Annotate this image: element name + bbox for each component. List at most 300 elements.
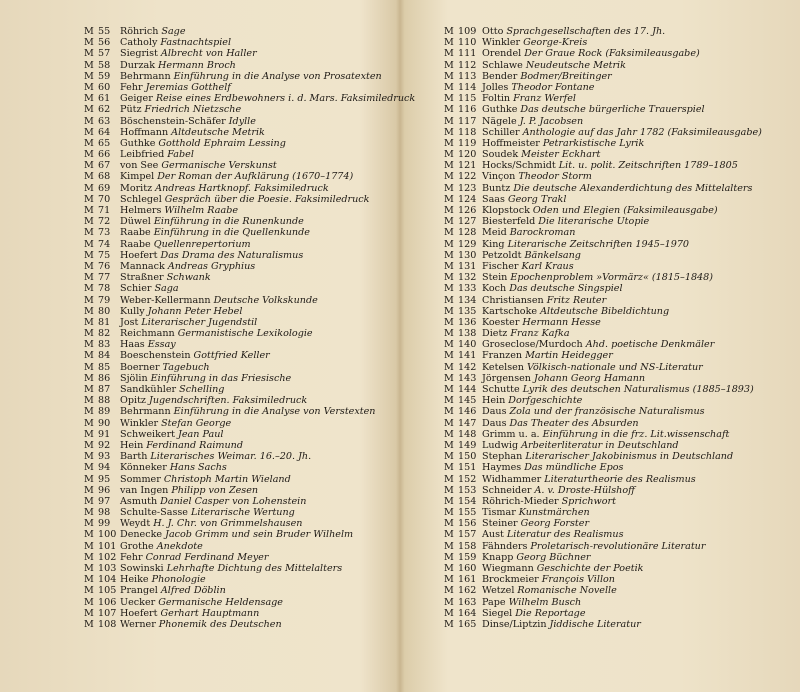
series-mark: M — [84, 149, 94, 161]
book-title: Altdeutsche Metrik — [171, 126, 265, 138]
series-mark: M — [84, 339, 94, 351]
series-mark: M — [84, 350, 94, 362]
book-title: Fastnachtspiel — [160, 37, 232, 49]
book-title: Phonologie — [151, 574, 206, 586]
series-mark: M — [84, 160, 94, 172]
author-name: Saas — [482, 193, 505, 205]
book-title: Epochenproblem »Vormärz« (1815–1848) — [510, 272, 713, 284]
list-item — [84, 373, 394, 384]
volume-number: 161 — [458, 574, 477, 586]
series-mark: M — [444, 59, 454, 71]
volume-number: 135 — [458, 305, 477, 317]
book-title: Einführung in die Analyse von Verstexten — [173, 406, 376, 418]
book-title: Die Reportage — [515, 607, 586, 619]
author-name: Haymes — [482, 462, 522, 474]
volume-number: 131 — [458, 260, 477, 272]
book-title: Germanische Verskunst — [161, 160, 277, 172]
volume-number: 96 — [98, 484, 111, 496]
series-mark: M — [444, 70, 454, 82]
author-name: Haas — [120, 339, 145, 351]
author-name: Kimpel — [120, 171, 155, 183]
author-name: Röhrich-Mieder — [482, 495, 559, 507]
series-mark: M — [444, 540, 454, 552]
volume-number: 140 — [458, 339, 477, 351]
author-name: Ketelsen — [482, 361, 524, 373]
author-name: Orendel — [482, 48, 522, 60]
list-item — [444, 272, 794, 283]
list-item — [444, 474, 794, 485]
list-item — [444, 350, 794, 361]
series-mark: M — [444, 607, 454, 619]
series-mark: M — [84, 81, 94, 93]
series-mark: M — [444, 149, 454, 161]
volume-number: 79 — [98, 294, 111, 306]
list-item — [444, 518, 794, 529]
series-mark: M — [84, 249, 94, 261]
author-name: Guthke — [482, 104, 518, 116]
author-name: Ludwig — [482, 439, 519, 451]
list-item — [444, 127, 794, 138]
list-item — [84, 82, 394, 93]
list-item — [444, 149, 794, 160]
book-title: Quellenrepertorium — [153, 238, 251, 250]
list-item — [444, 373, 794, 384]
author-name: Moritz — [120, 182, 153, 194]
book-title: Kunstmärchen — [518, 507, 590, 519]
book-title: Germanische Heldensage — [158, 596, 283, 608]
author-name: Schulte-Sasse — [120, 507, 188, 519]
list-item — [444, 306, 794, 317]
series-mark: M — [84, 473, 94, 485]
volume-number: 152 — [458, 473, 477, 485]
volume-number: 119 — [458, 137, 477, 149]
volume-number: 136 — [458, 316, 477, 328]
book-title: Jugendschriften. Faksimiledruck — [149, 395, 308, 407]
series-mark: M — [444, 93, 454, 105]
volume-number: 120 — [458, 149, 477, 161]
series-mark: M — [444, 462, 454, 474]
book-title: Sprichwort — [561, 495, 616, 507]
author-name: Düwel — [120, 216, 151, 228]
volume-number: 154 — [458, 495, 477, 507]
list-item — [444, 406, 794, 417]
series-mark: M — [84, 26, 94, 37]
series-mark: M — [84, 607, 94, 619]
volume-number: 88 — [98, 395, 111, 407]
list-item — [444, 239, 794, 250]
author-name: Dinse/Liptzin — [482, 618, 547, 630]
list-item — [84, 317, 394, 328]
author-name: Knapp — [482, 551, 514, 563]
author-name: Heike — [120, 574, 149, 586]
series-mark: M — [444, 294, 454, 306]
book-title: Saga — [154, 283, 179, 295]
book-title: Die literarische Utopie — [538, 216, 650, 228]
author-name: Koester — [482, 316, 520, 328]
list-item — [444, 261, 794, 272]
list-item — [444, 485, 794, 496]
author-name: Stein — [482, 272, 508, 284]
list-item — [84, 384, 394, 395]
author-name: Könneker — [120, 462, 167, 474]
book-title: Martin Heidegger — [525, 350, 613, 362]
list-item — [444, 227, 794, 238]
list-item — [84, 160, 394, 171]
book-title: Proletarisch-revolutionäre Literatur — [530, 540, 706, 552]
author-name: Fähnders — [482, 540, 528, 552]
volume-number: 164 — [458, 607, 477, 619]
book-title: Das Theater des Absurden — [509, 417, 639, 429]
author-name: Bender — [482, 70, 518, 82]
book-title: Sprachgesellschaften des 17. Jh. — [506, 26, 666, 37]
book-title: Ferdinand Raimund — [146, 439, 243, 451]
book-title: Geschichte der Poetik — [536, 563, 644, 574]
list-item — [84, 529, 394, 540]
series-mark: M — [444, 484, 454, 496]
series-mark: M — [84, 48, 94, 60]
book-title: Phonemik des Deutschen — [158, 618, 282, 630]
list-item — [444, 395, 794, 406]
list-item — [84, 574, 394, 585]
author-name: Uecker — [120, 596, 156, 608]
volume-number: 86 — [98, 372, 111, 384]
list-item — [84, 26, 394, 37]
volume-number: 77 — [98, 272, 111, 284]
list-item — [84, 171, 394, 182]
book-title: Schelling — [179, 384, 225, 395]
list-item — [444, 116, 794, 127]
list-item — [84, 295, 394, 306]
author-name: Geiger — [120, 93, 153, 105]
series-mark: M — [84, 37, 94, 49]
series-mark: M — [84, 193, 94, 205]
author-name: Franzen — [482, 350, 523, 362]
series-mark: M — [84, 115, 94, 127]
series-mark: M — [84, 283, 94, 295]
series-mark: M — [84, 104, 94, 116]
volume-number: 62 — [98, 104, 111, 116]
volume-number: 124 — [458, 193, 477, 205]
volume-number: 98 — [98, 507, 111, 519]
series-mark: M — [84, 551, 94, 563]
list-item — [84, 440, 394, 451]
list-item — [444, 328, 794, 339]
book-title: Einführung in das Friesische — [150, 372, 292, 384]
series-mark: M — [444, 283, 454, 295]
list-item — [444, 194, 794, 205]
volume-number: 122 — [458, 171, 477, 183]
series-mark: M — [84, 205, 94, 216]
series-mark: M — [444, 238, 454, 250]
volume-number: 160 — [458, 563, 477, 574]
book-title: Friedrich Nietzsche — [144, 104, 242, 116]
volume-number: 58 — [98, 59, 111, 71]
volume-number: 123 — [458, 182, 477, 194]
volume-number: 156 — [458, 518, 477, 530]
series-mark: M — [444, 115, 454, 127]
volume-number: 109 — [458, 26, 477, 37]
volume-number: 162 — [458, 585, 477, 597]
author-name: Fischer — [482, 260, 519, 272]
volume-number: 74 — [98, 238, 111, 250]
book-title: A. v. Droste-Hülshoff — [534, 484, 635, 496]
list-item — [444, 552, 794, 563]
author-name: Helmers — [120, 205, 162, 216]
author-name: Sandkühler — [120, 384, 177, 395]
series-mark: M — [444, 473, 454, 485]
author-name: Pütz — [120, 104, 142, 116]
list-item — [444, 384, 794, 395]
book-title: Literarischer Jugendstil — [141, 316, 258, 328]
list-item — [444, 362, 794, 373]
list-item — [444, 71, 794, 82]
series-mark: M — [444, 249, 454, 261]
list-item — [84, 328, 394, 339]
author-name: Straßner — [120, 272, 164, 284]
volume-number: 114 — [458, 81, 477, 93]
volume-number: 108 — [98, 618, 117, 630]
series-mark: M — [84, 574, 94, 586]
author-name: Sowinski — [120, 563, 164, 574]
author-name: Fehr — [120, 81, 143, 93]
list-item — [84, 205, 394, 216]
author-name: Mannack — [120, 260, 165, 272]
book-title: Altdeutsche Bibeldichtung — [540, 305, 670, 317]
series-mark: M — [444, 384, 454, 395]
book-title: Franz Werfel — [513, 93, 576, 105]
book-title: Fabel — [167, 149, 194, 161]
book-title: Georg Trakl — [507, 193, 567, 205]
author-name: Hoffmeister — [482, 137, 540, 149]
author-name: Schutte — [482, 384, 520, 395]
series-mark: M — [84, 361, 94, 373]
author-name: Aust — [482, 529, 504, 541]
volume-number: 85 — [98, 361, 111, 373]
book-title: Literaturtheorie des Realismus — [544, 473, 696, 485]
list-item — [84, 462, 394, 473]
author-name: Röhrich — [120, 26, 159, 37]
book-title: Literarische Zeitschriften 1945–1970 — [507, 238, 690, 250]
book-title: Das deutsche bürgerliche Trauerspiel — [520, 104, 705, 116]
series-mark: M — [444, 395, 454, 407]
book-title: Jacob Grimm und sein Bruder Wilhelm — [165, 529, 354, 541]
series-mark: M — [84, 59, 94, 71]
book-title: Literarischer Jakobinismus in Deutschland — [525, 451, 734, 463]
author-name: Behrmann — [120, 406, 171, 418]
series-mark: M — [444, 272, 454, 284]
volume-number: 103 — [98, 563, 117, 574]
book-title: Philipp von Zesen — [171, 484, 259, 496]
series-mark: M — [444, 171, 454, 183]
series-mark: M — [444, 596, 454, 608]
volume-number: 106 — [98, 596, 117, 608]
book-title: Einführung in die frz. Lit.wissenschaft — [542, 428, 730, 440]
book-title: Johann Peter Hebel — [147, 305, 243, 317]
list-item — [444, 317, 794, 328]
book-title: Gerhart Hauptmann — [160, 607, 260, 619]
volume-number: 155 — [458, 507, 477, 519]
book-title: Deutsche Volkskunde — [213, 294, 318, 306]
book-title: Bänkelsang — [524, 249, 581, 261]
list-item — [84, 138, 394, 149]
series-mark: M — [444, 216, 454, 228]
author-name: Jost — [120, 316, 139, 328]
author-name: Schlawe — [482, 59, 523, 71]
volume-number: 101 — [98, 540, 117, 552]
list-item — [444, 429, 794, 440]
book-title: Hermann Broch — [158, 59, 236, 71]
volume-number: 69 — [98, 182, 111, 194]
volume-number: 104 — [98, 574, 117, 586]
volume-number: 116 — [458, 104, 477, 116]
volume-number: 159 — [458, 551, 477, 563]
series-mark: M — [444, 260, 454, 272]
list-item — [444, 104, 794, 115]
series-mark: M — [84, 540, 94, 552]
book-title: Das Drama des Naturalismus — [160, 249, 304, 261]
series-mark: M — [84, 305, 94, 317]
list-item — [444, 339, 794, 350]
book-title: Literatur des Realismus — [506, 529, 624, 541]
book-title: Wilhelm Raabe — [164, 205, 239, 216]
series-mark: M — [444, 551, 454, 563]
list-item — [84, 518, 394, 529]
volume-number: 59 — [98, 70, 111, 82]
volume-number: 151 — [458, 462, 477, 474]
author-name: Soudek — [482, 149, 519, 161]
author-name: Hoefert — [120, 607, 158, 619]
book-title: Das mündliche Epos — [524, 462, 624, 474]
book-title: Reise eines Erdbewohners i. d. Mars. Faksimiledruck — [155, 93, 416, 105]
series-mark: M — [84, 126, 94, 138]
series-mark: M — [444, 328, 454, 340]
series-mark: M — [84, 372, 94, 384]
series-mark: M — [444, 618, 454, 630]
volume-number: 130 — [458, 249, 477, 261]
author-name: van Ingen — [120, 484, 169, 496]
author-name: Nägele — [482, 115, 517, 127]
book-title: Georg Büchner — [516, 551, 591, 563]
list-item — [444, 462, 794, 473]
author-name: Prangel — [120, 585, 158, 597]
book-title: Lyrik des deutschen Naturalismus (1885–1893) — [522, 384, 754, 395]
series-mark: M — [84, 417, 94, 429]
series-mark: M — [444, 451, 454, 463]
series-mark: M — [444, 81, 454, 93]
volume-number: 141 — [458, 350, 477, 362]
book-title: Arbeiterliteratur in Deutschland — [521, 439, 679, 451]
book-title: Dorfgeschichte — [508, 395, 583, 407]
list-item — [84, 362, 394, 373]
list-item — [84, 37, 394, 48]
book-title: Stefan George — [161, 417, 232, 429]
volume-number: 80 — [98, 305, 111, 317]
volume-number: 111 — [458, 48, 477, 60]
book-title: Theodor Storm — [518, 171, 592, 183]
list-item — [84, 183, 394, 194]
author-name: Boeschenstein — [120, 350, 191, 362]
author-name: Siegel — [482, 607, 513, 619]
author-name: Buntz — [482, 182, 511, 194]
volume-number: 107 — [98, 607, 117, 619]
series-mark: M — [444, 104, 454, 116]
list-item — [84, 395, 394, 406]
volume-number: 55 — [98, 26, 111, 37]
book-title: Christoph Martin Wieland — [163, 473, 291, 485]
volume-number: 149 — [458, 439, 477, 451]
author-name: Werner — [120, 618, 156, 630]
author-name: Grimm u. a. — [482, 428, 540, 440]
series-mark: M — [84, 406, 94, 418]
series-mark: M — [84, 563, 94, 574]
list-item — [84, 71, 394, 82]
list-item — [84, 104, 394, 115]
volume-number: 94 — [98, 462, 111, 474]
series-mark: M — [444, 361, 454, 373]
series-mark: M — [84, 518, 94, 530]
book-title: Germanistische Lexikologie — [177, 328, 313, 340]
author-name: Fehr — [120, 551, 143, 563]
book-title: Theodor Fontane — [511, 81, 595, 93]
volume-number: 89 — [98, 406, 111, 418]
book-title: George-Kreis — [523, 37, 588, 49]
volume-number: 87 — [98, 384, 111, 395]
book-title: François Villon — [541, 574, 615, 586]
series-mark: M — [444, 350, 454, 362]
list-item — [84, 485, 394, 496]
book-title: Romanische Novelle — [517, 585, 617, 597]
list-item — [444, 250, 794, 261]
book-title: Barockroman — [509, 227, 576, 239]
author-name: Schneider — [482, 484, 532, 496]
volume-number: 117 — [458, 115, 477, 127]
volume-number: 78 — [98, 283, 111, 295]
author-name: Biesterfeld — [482, 216, 536, 228]
list-item — [444, 541, 794, 552]
author-name: Hoefert — [120, 249, 158, 261]
volume-number: 66 — [98, 149, 111, 161]
book-title: Essay — [147, 339, 176, 351]
author-name: Schlegel — [120, 193, 162, 205]
volume-number: 112 — [458, 59, 477, 71]
volume-number: 72 — [98, 216, 111, 228]
list-item — [444, 82, 794, 93]
volume-number: 102 — [98, 551, 117, 563]
author-name: Tismar — [482, 507, 516, 519]
volume-number: 127 — [458, 216, 477, 228]
series-mark: M — [444, 406, 454, 418]
list-item — [444, 496, 794, 507]
author-name: Behrmann — [120, 70, 171, 82]
list-item — [444, 183, 794, 194]
author-name: Hoffmann — [120, 126, 169, 138]
list-item — [84, 507, 394, 518]
series-mark: M — [444, 518, 454, 530]
book-title: Literarische Wertung — [190, 507, 295, 519]
book-title: Karl Kraus — [521, 260, 574, 272]
list-item — [84, 93, 416, 105]
volume-number: 150 — [458, 451, 477, 463]
series-mark: M — [84, 294, 94, 306]
author-name: Kully — [120, 305, 145, 317]
author-name: Hein — [120, 439, 144, 451]
volume-number: 60 — [98, 81, 111, 93]
volume-number: 95 — [98, 473, 111, 485]
book-title: Hermann Hesse — [522, 316, 601, 328]
volume-number: 142 — [458, 361, 477, 373]
volume-number: 73 — [98, 227, 111, 239]
author-name: Dietz — [482, 328, 508, 340]
